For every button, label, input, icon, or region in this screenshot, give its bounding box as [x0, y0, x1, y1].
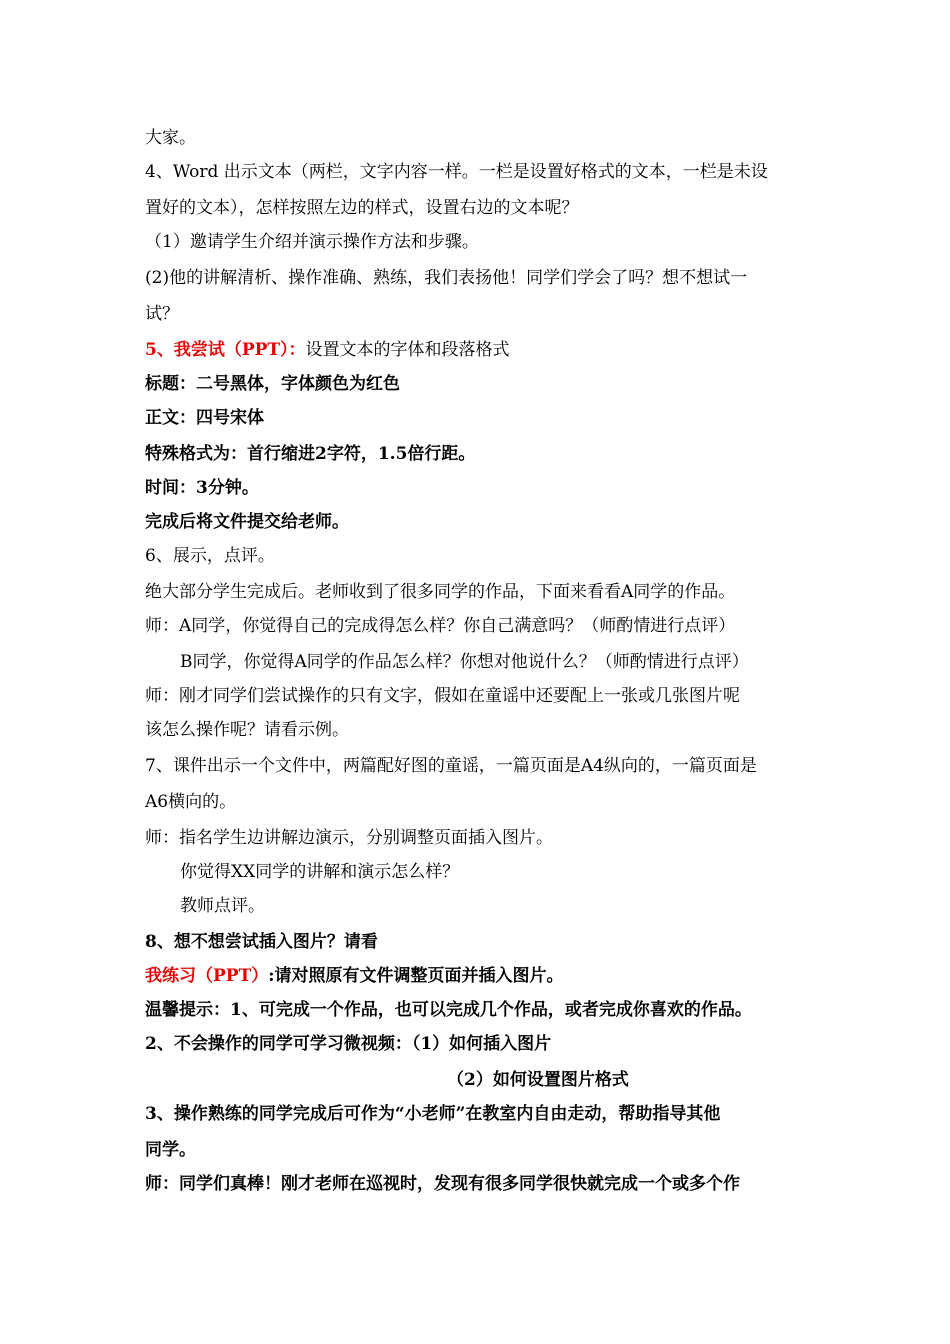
text-line-31: 师：同学们真棒！刚才老师在巡视时，发现有很多同学很快就完成一个或多个作: [145, 1174, 740, 1194]
text-line-23: 教师点评。: [180, 896, 265, 916]
text-line-2: 4、Word 出示文本（两栏，文字内容一样。一栏是设置好格式的文本，一栏是未设: [145, 162, 768, 182]
text-line-26: 温馨提示：1、可完成一个作品，也可以完成几个作品，或者完成你喜欢的作品。: [145, 1000, 752, 1020]
text-line-30: 同学。: [145, 1140, 196, 1160]
text-line-4: （1）邀请学生介绍并演示操作方法和步骤。: [145, 232, 479, 252]
text-line-16: B同学，你觉得A同学的作品怎么样？你想对他说什么？（师酌情进行点评）: [180, 652, 749, 672]
section-5-heading: 5、我尝试（PPT）：设置文本的字体和段落格式: [145, 340, 510, 360]
text-line-3: 置好的文本），怎样按照左边的样式，设置右边的文本呢？: [145, 198, 579, 218]
text-line-15: 师：A同学，你觉得自己的完成得怎么样？你自己满意吗？（师酌情进行点评）: [145, 616, 736, 636]
text-line-1: 大家。: [145, 128, 196, 148]
text-line-12: 完成后将文件提交给老师。: [145, 512, 349, 532]
practice-label: 我练习（PPT）: [145, 966, 269, 986]
text-line-19: 7、课件出示一个文件中，两篇配好图的童谣，一篇页面是A4纵向的，一篇页面是: [145, 756, 757, 776]
text-line-28: （2）如何设置图片格式: [447, 1070, 629, 1090]
text-line-22: 你觉得XX同学的讲解和演示怎么样？: [180, 862, 460, 882]
text-line-11: 时间：3分钟。: [145, 478, 259, 498]
practice-heading: 我练习（PPT）:请对照原有文件调整页面并插入图片。: [145, 966, 564, 986]
text-line-24: 8、想不想尝试插入图片？请看: [145, 932, 378, 952]
text-line-29: 3、操作熟练的同学完成后可作为“小老师”在教室内自由走动，帮助指导其他: [145, 1104, 721, 1124]
text-line-6: 试？: [145, 304, 179, 324]
text-line-21: 师：指名学生边讲解边演示，分别调整页面插入图片。: [145, 828, 553, 848]
text-line-5: (2)他的讲解清析、操作准确、熟练，我们表扬他！同学们学会了吗？想不想试一: [145, 268, 748, 288]
text-line-20: A6横向的。: [145, 792, 237, 812]
text-line-27: 2、不会操作的同学可学习微视频：（1）如何插入图片: [145, 1034, 552, 1054]
text-line-14: 绝大部分学生完成后。老师收到了很多同学的作品，下面来看看A同学的作品。: [145, 582, 736, 602]
text-line-9: 正文：四号宋体: [145, 408, 264, 428]
text-line-18: 该怎么操作呢？请看示例。: [145, 720, 349, 740]
text-line-13: 6、展示，点评。: [145, 546, 275, 566]
section-5-label: 5、我尝试（PPT）：: [145, 340, 306, 360]
text-line-8: 标题：二号黑体，字体颜色为红色: [145, 374, 400, 394]
text-line-10: 特殊格式为：首行缩进2字符，1.5倍行距。: [145, 444, 476, 464]
text-line-17: 师：刚才同学们尝试操作的只有文字，假如在童谣中还要配上一张或几张图片呢: [145, 686, 740, 706]
